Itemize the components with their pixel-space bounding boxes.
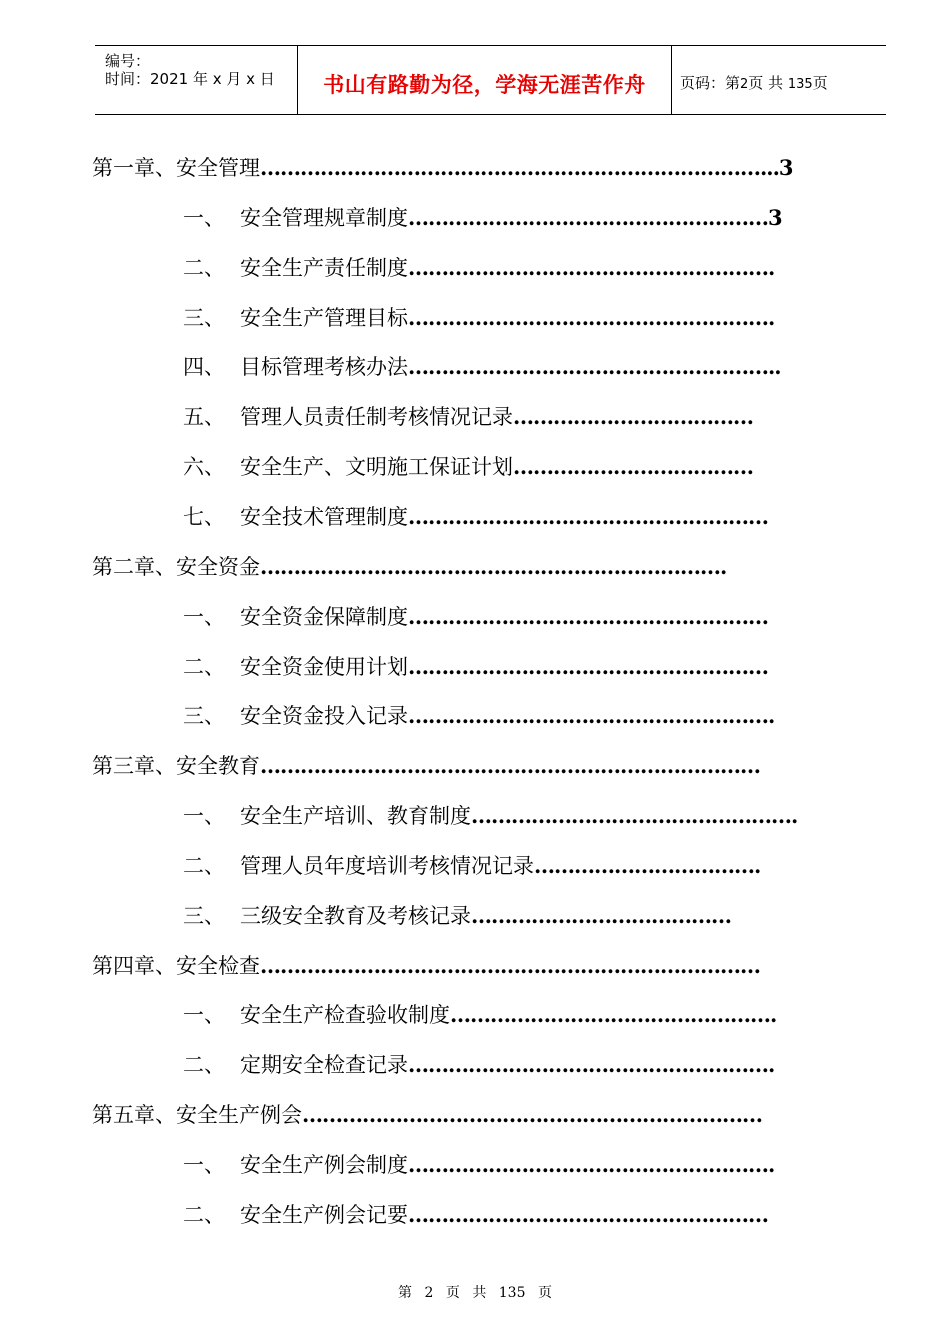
toc-leader-dots: ………………………………………………. bbox=[408, 1052, 775, 1077]
toc-section[interactable] bbox=[183, 305, 774, 331]
toc-entry-title: 第四章、安全检查 bbox=[92, 954, 260, 978]
header-motto: 书山有路勤为径，学海无涯苦作舟 bbox=[323, 73, 646, 97]
toc-entry-title: 第五章、安全生产例会 bbox=[92, 1103, 302, 1127]
toc-entry-title: 安全技术管理制度 bbox=[240, 505, 408, 529]
header-page-mid: 页 共 bbox=[748, 74, 784, 92]
toc-chapter[interactable] bbox=[92, 155, 793, 181]
header-page-total: 135 bbox=[787, 77, 813, 92]
toc-section[interactable] bbox=[183, 404, 753, 430]
toc-entry-title: 第三章、安全教育 bbox=[92, 754, 260, 778]
toc-leader-dots: …………………………………………. bbox=[471, 803, 798, 828]
footer-ye-end: 页 bbox=[537, 1285, 552, 1301]
toc-leader-dots: ……………………………………………… bbox=[408, 654, 768, 679]
toc-leader-dots: ………………………………………………. bbox=[408, 703, 775, 728]
toc-entry-title: 管理人员年度培训考核情况记录 bbox=[240, 854, 534, 878]
header-page-indicator bbox=[680, 72, 828, 93]
document-number-label: 编号： bbox=[105, 52, 151, 70]
toc-leader-dots: ……………………………………………… bbox=[408, 1202, 768, 1227]
toc-chapter[interactable] bbox=[92, 953, 760, 979]
toc-section-number: 一、 bbox=[183, 206, 225, 230]
toc-leader-dots: ……………………………………………… bbox=[408, 604, 768, 629]
toc-section-number: 二、 bbox=[183, 1053, 225, 1077]
toc-section[interactable] bbox=[183, 1002, 776, 1028]
toc-entry-title: 定期安全检查记录 bbox=[240, 1053, 408, 1077]
header-meta-cell bbox=[95, 46, 298, 114]
toc-entry-title: 第二章、安全资金 bbox=[92, 555, 260, 579]
toc-leader-dots: ………………………………………………. bbox=[408, 305, 775, 330]
toc-section-number: 五、 bbox=[183, 405, 225, 429]
toc-section-number: 二、 bbox=[183, 256, 225, 280]
toc-leader-dots: …………………………………………………………… bbox=[302, 1102, 762, 1127]
toc-section[interactable] bbox=[183, 903, 731, 929]
toc-leader-dots: ……………………………………………………………. bbox=[260, 554, 727, 579]
footer-gong: 共 bbox=[472, 1285, 487, 1301]
toc-section[interactable] bbox=[183, 1202, 768, 1228]
toc-entry-title: 目标管理考核办法 bbox=[240, 355, 408, 379]
toc-leader-dots: ……………………………… bbox=[513, 404, 753, 429]
toc-chapter[interactable] bbox=[92, 753, 760, 779]
toc-section[interactable] bbox=[183, 504, 768, 530]
header-page-cell bbox=[672, 46, 886, 114]
toc-section-number: 二、 bbox=[183, 854, 225, 878]
toc-section[interactable] bbox=[183, 703, 774, 729]
toc-section[interactable] bbox=[183, 255, 774, 281]
toc-leader-dots: ……………………………… bbox=[513, 454, 753, 479]
toc-section-number: 三、 bbox=[183, 704, 225, 728]
toc-section-number: 二、 bbox=[183, 1203, 225, 1227]
toc-leader-dots: ……………………………………………… bbox=[408, 504, 768, 529]
toc-entry-title: 安全资金使用计划 bbox=[240, 655, 408, 679]
toc-section-number: 六、 bbox=[183, 455, 225, 479]
toc-section-number: 一、 bbox=[183, 1003, 225, 1027]
toc-entry-title: 安全生产管理目标 bbox=[240, 306, 408, 330]
toc-entry-title: 第一章、安全管理 bbox=[92, 156, 260, 180]
toc-section-number: 四、 bbox=[183, 355, 225, 379]
footer-page-number: 2 bbox=[424, 1285, 434, 1301]
toc-entry-title: 安全生产例会制度 bbox=[240, 1153, 408, 1177]
header-page-end: 页 bbox=[812, 74, 828, 92]
toc-section-number: 二、 bbox=[183, 655, 225, 679]
toc-leader-dots: ………………………………………………………………… bbox=[260, 753, 760, 778]
footer-di: 第 bbox=[398, 1285, 413, 1301]
toc-leader-dots: ………………………………… bbox=[471, 903, 731, 928]
header-motto-cell bbox=[298, 46, 672, 114]
toc-section[interactable] bbox=[183, 354, 781, 380]
page-footer bbox=[0, 1282, 950, 1302]
toc-section-number: 三、 bbox=[183, 904, 225, 928]
toc-section-number: 一、 bbox=[183, 1153, 225, 1177]
footer-ye: 页 bbox=[445, 1285, 460, 1301]
toc-leader-dots: …………………………………………………………………...3 bbox=[260, 155, 793, 180]
toc-leader-dots: ……………………………. bbox=[534, 853, 761, 878]
header-page-label: 页码：第 bbox=[680, 74, 741, 92]
toc-section-number: 一、 bbox=[183, 605, 225, 629]
toc-entry-title: 管理人员责任制考核情况记录 bbox=[240, 405, 513, 429]
toc-section[interactable] bbox=[183, 803, 797, 829]
toc-leader-dots: ………………………………………………. bbox=[408, 255, 775, 280]
toc-section[interactable] bbox=[183, 604, 768, 630]
toc-leader-dots: ………………………………………………3 bbox=[408, 205, 782, 230]
toc-section-number: 一、 bbox=[183, 804, 225, 828]
toc-leader-dots: ………………………………………………………………… bbox=[260, 953, 760, 978]
document-date-label: 时间：2021 年 x 月 x 日 bbox=[105, 70, 275, 88]
toc-section-number: 三、 bbox=[183, 306, 225, 330]
toc-section[interactable] bbox=[183, 454, 753, 480]
toc-entry-title: 安全生产例会记要 bbox=[240, 1203, 408, 1227]
header-page-number: 2 bbox=[740, 77, 749, 92]
toc-entry-title: 安全生产检查验收制度 bbox=[240, 1003, 450, 1027]
toc-leader-dots: ……………………………………………….. bbox=[408, 354, 781, 379]
toc-entry-title: 安全资金保障制度 bbox=[240, 605, 408, 629]
toc-leader-dots: ………………………………………………. bbox=[408, 1152, 775, 1177]
toc-section[interactable] bbox=[183, 205, 782, 231]
page-header bbox=[95, 45, 886, 115]
toc-chapter[interactable] bbox=[92, 1102, 762, 1128]
toc-section[interactable] bbox=[183, 1152, 774, 1178]
toc-entry-title: 安全生产培训、教育制度 bbox=[240, 804, 471, 828]
toc-section-number: 七、 bbox=[183, 505, 225, 529]
toc-entry-title: 安全资金投入记录 bbox=[240, 704, 408, 728]
toc-section[interactable] bbox=[183, 1052, 774, 1078]
toc-entry-title: 三级安全教育及考核记录 bbox=[240, 904, 471, 928]
footer-page-total: 135 bbox=[498, 1285, 526, 1301]
toc-chapter[interactable] bbox=[92, 554, 726, 580]
toc-section[interactable] bbox=[183, 853, 760, 879]
toc-entry-title: 安全管理规章制度 bbox=[240, 206, 408, 230]
toc-leader-dots: …………………………………………. bbox=[450, 1002, 777, 1027]
toc-entry-title: 安全生产责任制度 bbox=[240, 256, 408, 280]
toc-entry-title: 安全生产、文明施工保证计划 bbox=[240, 455, 513, 479]
toc-section[interactable] bbox=[183, 654, 768, 680]
